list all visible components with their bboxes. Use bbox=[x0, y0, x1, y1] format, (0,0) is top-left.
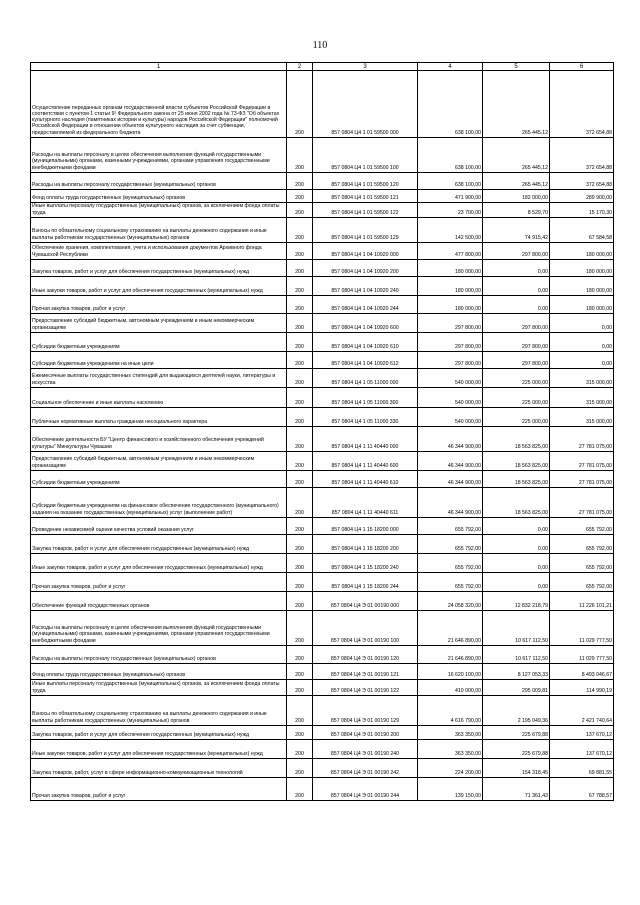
cell-v5: 0,00 bbox=[483, 296, 550, 314]
cell-v5: 0,00 bbox=[483, 554, 550, 573]
cell-v6: 315 000,00 bbox=[550, 388, 614, 408]
table-row bbox=[31, 369, 614, 388]
table-body bbox=[31, 71, 614, 801]
cell-v4: 410 000,00 bbox=[418, 680, 483, 696]
cell-kod: 200 bbox=[287, 664, 313, 680]
cell-code: 857 0804 Ц4 1 05 11000 300 bbox=[313, 388, 418, 408]
cell-code: 857 0804 Ц4 1 15 18200 244 bbox=[313, 573, 418, 592]
cell-code: 857 0804 Ц4 Э 01 00190 122 bbox=[313, 680, 418, 696]
table-row bbox=[31, 646, 614, 664]
cell-v5: 265 445,12 bbox=[483, 138, 550, 173]
cell-name: Иные выплаты персоналу государственных (муниципальных) органов, за исключением фонда оплаты труда bbox=[31, 203, 287, 218]
cell-code: 857 0804 Ц4 Э 01 00190 242 bbox=[313, 759, 418, 778]
cell-name: Фонд оплаты труда государственных (муниципальных) органов bbox=[31, 190, 287, 203]
table-row bbox=[31, 778, 614, 801]
cell-kod: 200 bbox=[287, 260, 313, 277]
cell-kod: 200 bbox=[287, 203, 313, 218]
cell-name: Прочая закупка товаров, работ и услуг bbox=[31, 296, 287, 314]
cell-v4: 46 344 900,00 bbox=[418, 452, 483, 471]
cell-v4: 638 100,00 bbox=[418, 71, 483, 138]
cell-kod: 200 bbox=[287, 759, 313, 778]
column-header: 6 bbox=[550, 63, 614, 71]
cell-code: 857 0804 Ц4 Э 01 00190 100 bbox=[313, 611, 418, 646]
cell-v5: 297 800,00 bbox=[483, 314, 550, 333]
cell-code: 857 0804 Ц4 1 01 59500 100 bbox=[313, 138, 418, 173]
table-row bbox=[31, 696, 614, 726]
cell-code: 857 0804 Ц4 Э 01 00190 000 bbox=[313, 592, 418, 611]
page-number: 110 bbox=[312, 40, 328, 51]
cell-kod: 200 bbox=[287, 726, 313, 740]
cell-name: Субсидии бюджетным учреждениям на иные цели bbox=[31, 352, 287, 369]
cell-kod: 200 bbox=[287, 611, 313, 646]
cell-v6: 372 654,88 bbox=[550, 138, 614, 173]
cell-v4: 180 000,00 bbox=[418, 260, 483, 277]
cell-kod: 200 bbox=[287, 243, 313, 260]
table-row bbox=[31, 314, 614, 333]
cell-name: Прочая закупка товаров, работ и услуг bbox=[31, 778, 287, 801]
table-row bbox=[31, 388, 614, 408]
table-row bbox=[31, 71, 614, 138]
cell-v4: 297 800,00 bbox=[418, 314, 483, 333]
cell-v6: 0,00 bbox=[550, 352, 614, 369]
cell-v6: 655 792,00 bbox=[550, 535, 614, 554]
cell-v6: 655 792,00 bbox=[550, 554, 614, 573]
cell-code: 857 0804 Ц4 1 01 59500 121 bbox=[313, 190, 418, 203]
cell-kod: 200 bbox=[287, 408, 313, 427]
cell-kod: 200 bbox=[287, 296, 313, 314]
table-row bbox=[31, 554, 614, 573]
cell-v6: 67 788,57 bbox=[550, 778, 614, 801]
cell-v5: 18 563 825,00 bbox=[483, 452, 550, 471]
table-row bbox=[31, 352, 614, 369]
cell-v4: 224 200,00 bbox=[418, 759, 483, 778]
cell-v6: 137 670,12 bbox=[550, 740, 614, 759]
cell-v6: 180 000,00 bbox=[550, 260, 614, 277]
cell-kod: 200 bbox=[287, 71, 313, 138]
table-row bbox=[31, 573, 614, 592]
cell-name: Обеспечение деятельности БУ "Центр финансового и хозяйственного обеспечения учреждений культуры" Минкультуры Чувашии bbox=[31, 427, 287, 452]
cell-v5: 2 195 049,36 bbox=[483, 696, 550, 726]
table-row bbox=[31, 138, 614, 173]
column-header: 5 bbox=[483, 63, 550, 71]
cell-v4: 21 646 890,00 bbox=[418, 646, 483, 664]
cell-name: Иные закупки товаров, работ и услуг для обеспечения государственных (муниципальных) нужд bbox=[31, 277, 287, 296]
cell-name: Взносы по обязательному социальному страхованию на выплаты денежного содержания и иные выплаты работникам государственных (муниципальных) органов bbox=[31, 696, 287, 726]
cell-v6: 11 029 777,50 bbox=[550, 611, 614, 646]
table-row bbox=[31, 488, 614, 518]
cell-v5: 0,00 bbox=[483, 573, 550, 592]
cell-kod: 200 bbox=[287, 554, 313, 573]
cell-kod: 200 bbox=[287, 138, 313, 173]
cell-v4: 46 344 900,00 bbox=[418, 471, 483, 488]
cell-code: 857 0804 Ц4 1 04 10920 240 bbox=[313, 277, 418, 296]
cell-v5: 265 445,12 bbox=[483, 71, 550, 138]
cell-v4: 23 700,00 bbox=[418, 203, 483, 218]
cell-v4: 46 344 900,00 bbox=[418, 427, 483, 452]
cell-v6: 11 029 777,50 bbox=[550, 646, 614, 664]
cell-name: Публичные нормативные выплаты гражданам несоциального характера bbox=[31, 408, 287, 427]
cell-kod: 200 bbox=[287, 352, 313, 369]
cell-kod: 200 bbox=[287, 696, 313, 726]
cell-code: 857 0804 Ц4 1 15 18200 000 bbox=[313, 518, 418, 535]
cell-v5: 0,00 bbox=[483, 260, 550, 277]
cell-v4: 297 800,00 bbox=[418, 333, 483, 352]
cell-v6: 372 654,88 bbox=[550, 173, 614, 190]
budget-table bbox=[30, 62, 614, 801]
cell-code: 857 0804 Ц4 Э 01 00190 240 bbox=[313, 740, 418, 759]
cell-name: Обеспечение хранения, комплектования, учета и использования документов Архивного фонда Чувашской Республики bbox=[31, 243, 287, 260]
cell-kod: 200 bbox=[287, 314, 313, 333]
cell-v4: 139 150,00 bbox=[418, 778, 483, 801]
cell-code: 857 0804 Ц4 1 15 18200 200 bbox=[313, 535, 418, 554]
cell-code: 857 0804 Ц4 1 01 59500 122 bbox=[313, 203, 418, 218]
cell-v6: 0,00 bbox=[550, 314, 614, 333]
cell-code: 857 0804 Ц4 1 11 40440 600 bbox=[313, 452, 418, 471]
cell-v6: 180 000,00 bbox=[550, 243, 614, 260]
cell-v5: 297 800,00 bbox=[483, 333, 550, 352]
cell-v4: 655 792,00 bbox=[418, 554, 483, 573]
cell-v5: 225 000,00 bbox=[483, 369, 550, 388]
cell-v5: 10 617 112,50 bbox=[483, 646, 550, 664]
cell-code: 857 0804 Ц4 Э 01 00190 120 bbox=[313, 646, 418, 664]
table-row bbox=[31, 190, 614, 203]
cell-v5: 18 563 825,00 bbox=[483, 488, 550, 518]
cell-v4: 16 620 100,00 bbox=[418, 664, 483, 680]
cell-v6: 114 990,19 bbox=[550, 680, 614, 696]
cell-v6: 655 792,00 bbox=[550, 518, 614, 535]
cell-v5: 295 009,81 bbox=[483, 680, 550, 696]
cell-v4: 180 000,00 bbox=[418, 277, 483, 296]
table-row bbox=[31, 203, 614, 218]
cell-v4: 477 800,00 bbox=[418, 243, 483, 260]
cell-v5: 0,00 bbox=[483, 518, 550, 535]
table-row bbox=[31, 759, 614, 778]
cell-v6: 69 881,55 bbox=[550, 759, 614, 778]
cell-v4: 21 646 890,00 bbox=[418, 611, 483, 646]
cell-v6: 8 493 046,67 bbox=[550, 664, 614, 680]
column-header: 4 bbox=[418, 63, 483, 71]
cell-kod: 200 bbox=[287, 277, 313, 296]
column-header: 3 bbox=[313, 63, 418, 71]
cell-v6: 289 900,00 bbox=[550, 190, 614, 203]
column-header-row bbox=[31, 63, 614, 71]
cell-code: 857 0804 Ц4 1 01 59500 120 bbox=[313, 173, 418, 190]
cell-v5: 18 563 825,00 bbox=[483, 471, 550, 488]
cell-v5: 12 832 218,79 bbox=[483, 592, 550, 611]
cell-name: Ежемесячные выплаты государственных стипендий для выдающихся деятелей науки, литературы и искусства bbox=[31, 369, 287, 388]
cell-kod: 200 bbox=[287, 778, 313, 801]
cell-code: 857 0804 Ц4 1 11 40440 610 bbox=[313, 471, 418, 488]
cell-name: Проведение независимой оценки качества условий оказания услуг bbox=[31, 518, 287, 535]
cell-v5: 225 000,00 bbox=[483, 388, 550, 408]
cell-v5: 8 127 053,33 bbox=[483, 664, 550, 680]
cell-v4: 180 000,00 bbox=[418, 296, 483, 314]
cell-kod: 200 bbox=[287, 452, 313, 471]
cell-name: Прочая закупка товаров, работ и услуг bbox=[31, 573, 287, 592]
cell-v6: 27 781 075,00 bbox=[550, 488, 614, 518]
table-row bbox=[31, 243, 614, 260]
cell-code: 857 0804 Ц4 1 04 10920 000 bbox=[313, 243, 418, 260]
cell-v4: 24 058 320,00 bbox=[418, 592, 483, 611]
cell-v5: 8 529,70 bbox=[483, 203, 550, 218]
cell-kod: 200 bbox=[287, 369, 313, 388]
cell-name: Предоставление субсидий бюджетным, автономным учреждениям и иным некоммерческим организациям bbox=[31, 314, 287, 333]
cell-v4: 638 100,00 bbox=[418, 173, 483, 190]
cell-kod: 200 bbox=[287, 592, 313, 611]
cell-v5: 225 679,88 bbox=[483, 740, 550, 759]
cell-name: Иные выплаты персоналу государственных (муниципальных) органов, за исключением фонда оплаты труда bbox=[31, 680, 287, 696]
cell-v6: 0,00 bbox=[550, 333, 614, 352]
cell-kod: 200 bbox=[287, 646, 313, 664]
cell-v6: 11 226 101,21 bbox=[550, 592, 614, 611]
cell-v5: 74 915,42 bbox=[483, 218, 550, 243]
cell-v4: 142 500,00 bbox=[418, 218, 483, 243]
cell-v5: 10 617 112,50 bbox=[483, 611, 550, 646]
cell-code: 857 0804 Ц4 1 04 10920 200 bbox=[313, 260, 418, 277]
cell-name: Фонд оплаты труда государственных (муниципальных) органов bbox=[31, 664, 287, 680]
cell-code: 857 0804 Ц4 Э 01 00190 200 bbox=[313, 726, 418, 740]
table-row bbox=[31, 173, 614, 190]
cell-name: Расходы на выплаты персоналу государственных (муниципальных) органов bbox=[31, 646, 287, 664]
cell-v4: 655 792,00 bbox=[418, 535, 483, 554]
cell-kod: 200 bbox=[287, 740, 313, 759]
cell-name: Взносы по обязательному социальному страхованию на выплаты денежного содержания и иные выплаты работникам государственных (муниципальных) органов bbox=[31, 218, 287, 243]
table-row bbox=[31, 664, 614, 680]
cell-v4: 4 616 790,00 bbox=[418, 696, 483, 726]
cell-code: 857 0804 Ц4 1 05 11000 000 bbox=[313, 369, 418, 388]
table-row bbox=[31, 408, 614, 427]
cell-kod: 200 bbox=[287, 173, 313, 190]
cell-v6: 27 781 075,00 bbox=[550, 452, 614, 471]
cell-v5: 71 361,43 bbox=[483, 778, 550, 801]
table-row bbox=[31, 726, 614, 740]
table-row bbox=[31, 218, 614, 243]
cell-kod: 200 bbox=[287, 573, 313, 592]
column-header: 1 bbox=[31, 63, 287, 71]
cell-name: Закупка товаров, работ и услуг для обеспечения государственных (муниципальных) нужд bbox=[31, 726, 287, 740]
cell-name: Субсидии бюджетным учреждениям bbox=[31, 471, 287, 488]
cell-v6: 372 654,88 bbox=[550, 71, 614, 138]
table-row bbox=[31, 680, 614, 696]
cell-name: Субсидии бюджетным учреждениям bbox=[31, 333, 287, 352]
cell-v4: 471 900,00 bbox=[418, 190, 483, 203]
cell-code: 857 0804 Ц4 Э 01 00190 129 bbox=[313, 696, 418, 726]
cell-kod: 200 bbox=[287, 488, 313, 518]
cell-kod: 200 bbox=[287, 190, 313, 203]
cell-v5: 0,00 bbox=[483, 277, 550, 296]
cell-code: 857 0804 Ц4 1 01 59500 000 bbox=[313, 71, 418, 138]
cell-name: Иные закупки товаров, работ и услуг для обеспечения государственных (муниципальных) нужд bbox=[31, 554, 287, 573]
cell-v6: 67 584,58 bbox=[550, 218, 614, 243]
cell-v5: 154 318,45 bbox=[483, 759, 550, 778]
cell-kod: 200 bbox=[287, 518, 313, 535]
cell-code: 857 0804 Ц4 1 04 10920 612 bbox=[313, 352, 418, 369]
cell-code: 857 0804 Ц4 1 15 18200 240 bbox=[313, 554, 418, 573]
cell-name: Осуществление переданных органам государственной власти субъектов Российской Федерации в соответствии с пунктом 1 статьи 9¹ Федерального закона от 25 июня 2002 года № 73-ФЗ "Об объектах культурного наследия (памятниках истории и культуры) народов Российской Федерации" полномочий Российской Федерации в отношении объектов культурного наследия за счет субвенции, предоставляемой из федерального бюджета bbox=[31, 71, 287, 138]
cell-kod: 200 bbox=[287, 333, 313, 352]
cell-v6: 2 421 740,64 bbox=[550, 696, 614, 726]
table-row bbox=[31, 427, 614, 452]
cell-code: 857 0804 Ц4 1 11 40440 611 bbox=[313, 488, 418, 518]
table-row bbox=[31, 452, 614, 471]
cell-v6: 15 170,30 bbox=[550, 203, 614, 218]
cell-v4: 363 350,00 bbox=[418, 740, 483, 759]
table-row bbox=[31, 535, 614, 554]
cell-code: 857 0804 Ц4 1 04 10920 244 bbox=[313, 296, 418, 314]
cell-kod: 200 bbox=[287, 218, 313, 243]
cell-code: 857 0804 Ц4 Э 01 00190 244 bbox=[313, 778, 418, 801]
cell-v6: 180 000,00 bbox=[550, 277, 614, 296]
cell-name: Закупка товаров, работ, услуг в сфере информационно-коммуникационных технологий bbox=[31, 759, 287, 778]
cell-v5: 0,00 bbox=[483, 535, 550, 554]
column-header: 2 bbox=[287, 63, 313, 71]
table-row bbox=[31, 277, 614, 296]
cell-v6: 137 670,12 bbox=[550, 726, 614, 740]
cell-v4: 540 000,00 bbox=[418, 408, 483, 427]
cell-name: Расходы на выплаты персоналу государственных (муниципальных) органов bbox=[31, 173, 287, 190]
cell-kod: 200 bbox=[287, 471, 313, 488]
cell-name: Обеспечение функций государственных органов bbox=[31, 592, 287, 611]
cell-v5: 18 563 825,00 bbox=[483, 427, 550, 452]
cell-v5: 225 000,00 bbox=[483, 408, 550, 427]
cell-name: Иные закупки товаров, работ и услуг для обеспечения государственных (муниципальных) нужд bbox=[31, 740, 287, 759]
cell-v4: 655 792,00 bbox=[418, 518, 483, 535]
cell-v6: 315 000,00 bbox=[550, 408, 614, 427]
cell-v5: 225 679,88 bbox=[483, 726, 550, 740]
cell-code: 857 0804 Ц4 1 04 10920 600 bbox=[313, 314, 418, 333]
table-row bbox=[31, 518, 614, 535]
table-row bbox=[31, 333, 614, 352]
cell-v6: 27 781 075,00 bbox=[550, 427, 614, 452]
cell-v4: 46 344 900,00 bbox=[418, 488, 483, 518]
cell-v5: 182 000,00 bbox=[483, 190, 550, 203]
cell-code: 857 0804 Ц4 1 05 11000 330 bbox=[313, 408, 418, 427]
cell-v6: 655 792,00 bbox=[550, 573, 614, 592]
cell-name: Социальное обеспечение и иные выплаты населению bbox=[31, 388, 287, 408]
cell-code: 857 0804 Ц4 Э 01 00190 121 bbox=[313, 664, 418, 680]
cell-kod: 200 bbox=[287, 388, 313, 408]
cell-name: Закупка товаров, работ и услуг для обеспечения государственных (муниципальных) нужд bbox=[31, 535, 287, 554]
cell-name: Расходы на выплаты персоналу в целях обеспечения выполнения функций государственными (муниципальными) органами, казенными учреждениями, органами управления государственными внебюджетными фондами bbox=[31, 138, 287, 173]
cell-name: Расходы на выплаты персоналу в целях обеспечения выполнения функций государственными (муниципальными) органами, казенными учреждениями, органами управления государственными внебюджетными фондами bbox=[31, 611, 287, 646]
cell-name: Субсидии бюджетным учреждениям на финансовое обеспечение государственного (муниципального) задания на оказание государственных (муниципальных) услуг (выполнение работ) bbox=[31, 488, 287, 518]
cell-v4: 540 000,00 bbox=[418, 369, 483, 388]
table-row bbox=[31, 740, 614, 759]
cell-kod: 200 bbox=[287, 535, 313, 554]
cell-code: 857 0804 Ц4 1 01 59500 129 bbox=[313, 218, 418, 243]
table-row bbox=[31, 592, 614, 611]
cell-kod: 200 bbox=[287, 427, 313, 452]
table-row bbox=[31, 296, 614, 314]
cell-name: Закупка товаров, работ и услуг для обеспечения государственных (муниципальных) нужд bbox=[31, 260, 287, 277]
cell-v6: 180 000,00 bbox=[550, 296, 614, 314]
table-row bbox=[31, 471, 614, 488]
cell-v4: 655 792,00 bbox=[418, 573, 483, 592]
cell-v4: 638 100,00 bbox=[418, 138, 483, 173]
table-row bbox=[31, 611, 614, 646]
cell-v5: 297 800,00 bbox=[483, 243, 550, 260]
table-row bbox=[31, 260, 614, 277]
cell-v4: 363 350,00 bbox=[418, 726, 483, 740]
cell-v4: 297 800,00 bbox=[418, 352, 483, 369]
cell-v5: 265 445,12 bbox=[483, 173, 550, 190]
cell-kod: 200 bbox=[287, 680, 313, 696]
cell-name: Предоставление субсидий бюджетным, автономным учреждениям и иным некоммерческим организациям bbox=[31, 452, 287, 471]
cell-v6: 315 000,00 bbox=[550, 369, 614, 388]
cell-v6: 27 781 075,00 bbox=[550, 471, 614, 488]
cell-v4: 540 000,00 bbox=[418, 388, 483, 408]
cell-code: 857 0804 Ц4 1 11 40440 000 bbox=[313, 427, 418, 452]
cell-v5: 297 800,00 bbox=[483, 352, 550, 369]
cell-code: 857 0804 Ц4 1 04 10920 610 bbox=[313, 333, 418, 352]
